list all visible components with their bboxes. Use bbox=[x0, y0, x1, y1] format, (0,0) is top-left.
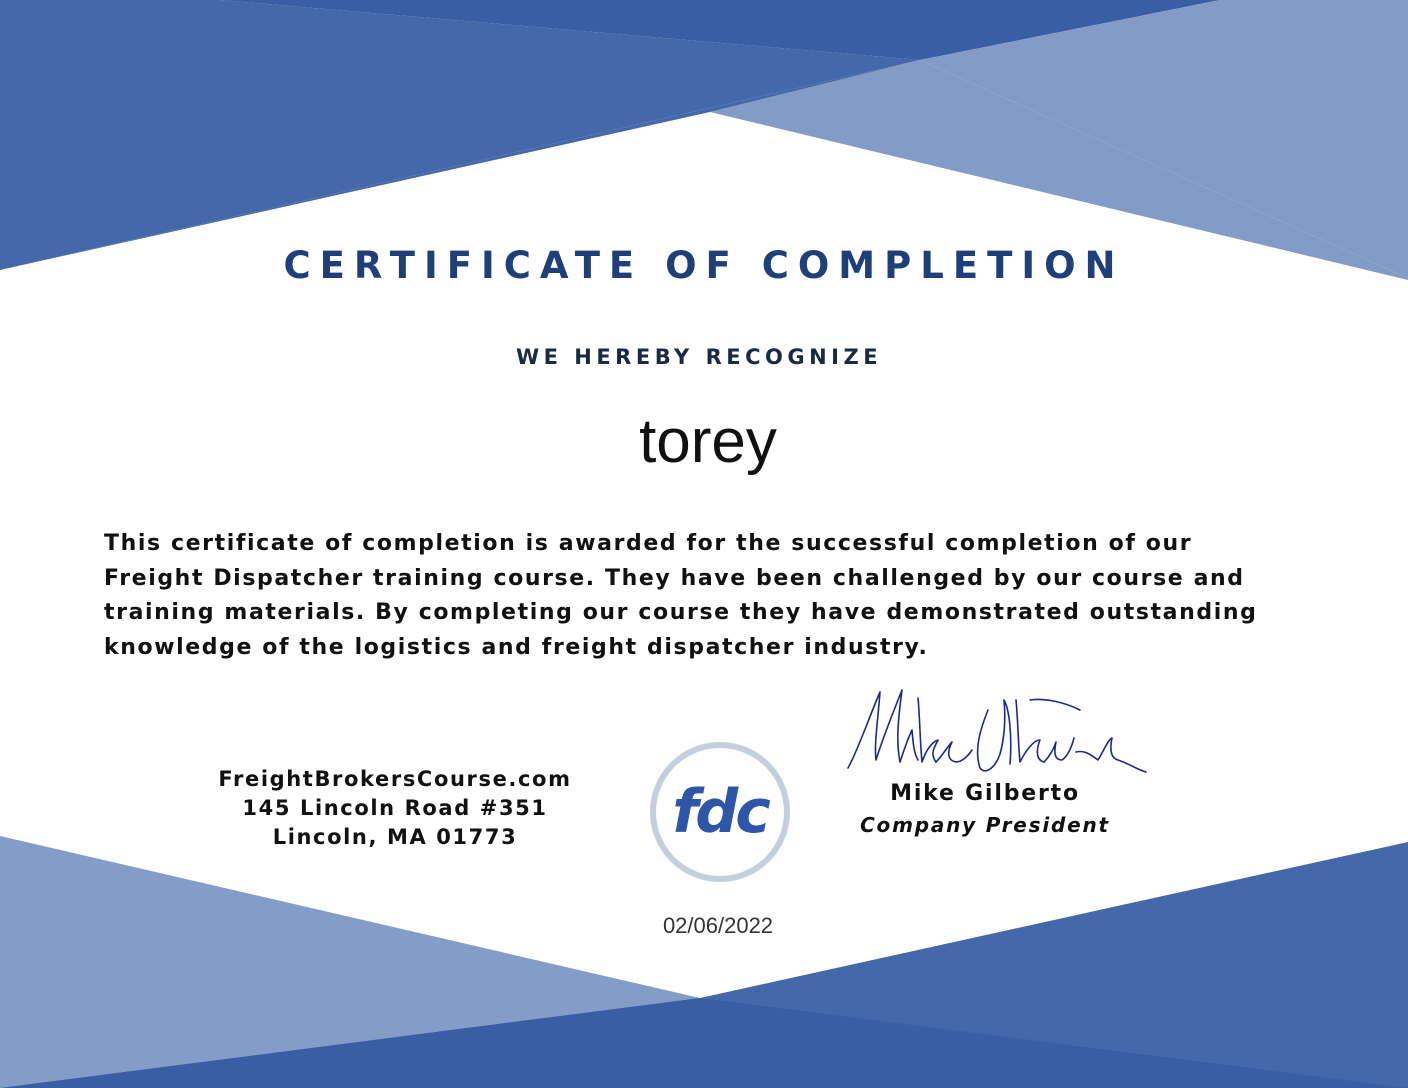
logo-text: fdc bbox=[672, 777, 768, 847]
fdc-logo-icon bbox=[648, 740, 792, 884]
signature-image bbox=[840, 680, 1150, 780]
certificate-title: CERTIFICATE OF COMPLETION bbox=[283, 244, 1125, 287]
signer-name: Mike Gilberto bbox=[890, 781, 1080, 806]
recognition-subtitle: WE HEREBY RECOGNIZE bbox=[515, 345, 883, 369]
completion-date: 02/06/2022 bbox=[662, 913, 774, 938]
recipient-name: torey bbox=[639, 407, 777, 476]
description-line: This certificate of completion is awarded for the successful completion of our bbox=[104, 531, 1193, 556]
signer-title: Company President bbox=[860, 813, 1110, 837]
company-website: FreightBrokersCourse.com bbox=[218, 767, 572, 791]
address-line-1: 145 Lincoln Road #351 bbox=[242, 796, 548, 820]
address-line-2: Lincoln, MA 01773 bbox=[272, 825, 518, 849]
company-address bbox=[170, 765, 620, 852]
description-line: training materials. By completing our course they have demonstrated outstanding bbox=[104, 600, 1258, 626]
certificate-description bbox=[104, 527, 1334, 665]
description-line: knowledge of the logistics and freight dispatcher industry. bbox=[104, 634, 929, 660]
description-line: Freight Dispatcher training course. They have been challenged by our course and bbox=[104, 565, 1245, 591]
